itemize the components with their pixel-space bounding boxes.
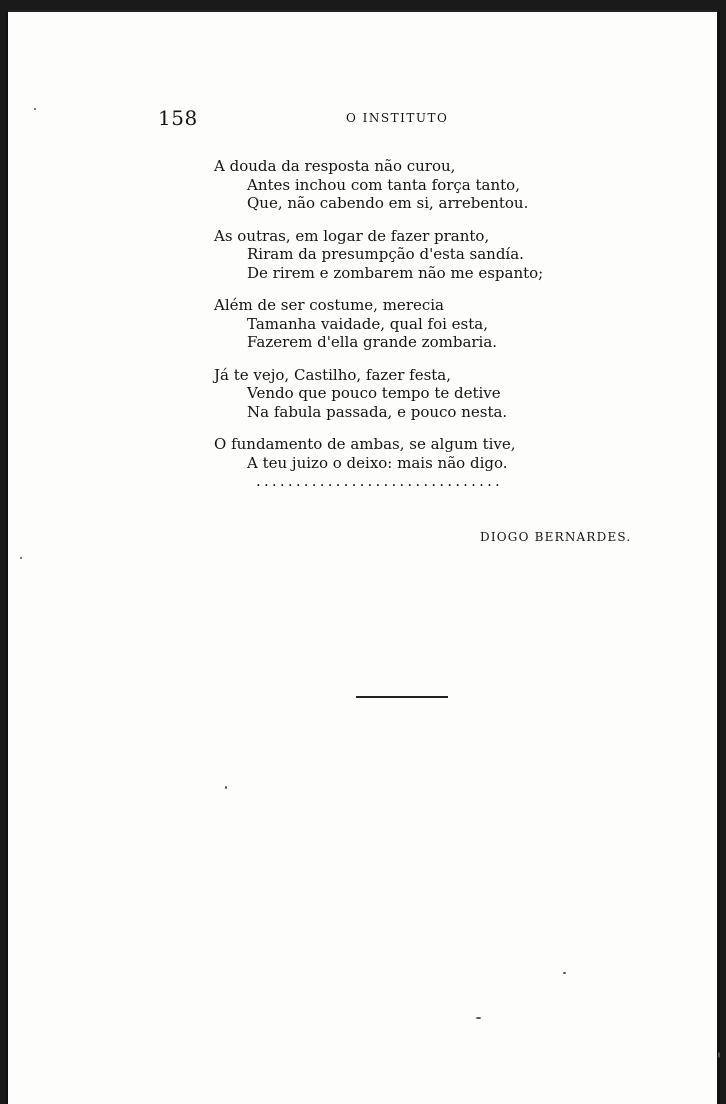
stanza <box>214 157 554 213</box>
stanza <box>214 435 554 490</box>
page-number: 158 <box>158 106 198 130</box>
poem-line: Na fabula passada, e pouco nesta. <box>247 402 508 421</box>
scan-speck <box>563 972 566 974</box>
page-header <box>158 106 458 130</box>
stanza <box>214 296 554 352</box>
book-page <box>6 10 720 1104</box>
author-signature: DIOGO BERNARDES. <box>480 530 632 544</box>
scan-speck <box>20 557 22 559</box>
poem-line: A douda da resposta não curou, <box>214 157 456 175</box>
poem-line: As outras, em logar de fazer pranto, <box>214 226 490 245</box>
poem-line: Já te vejo, Castilho, fazer festa, <box>214 365 452 384</box>
poem-line: Que, não cabendo em si, arrebentou. <box>247 194 529 212</box>
poem-line: De rirem e zombarem não me espanto; <box>247 263 544 282</box>
poem-line: A teu juizo o deixo: mais não digo. <box>247 453 508 472</box>
poem-line: Tamanha vaidade, qual foi esta, <box>247 314 488 333</box>
poem-line: Antes inchou com tanta força tanto, <box>247 175 520 194</box>
poem-line: Vendo que pouco tempo te detive <box>247 384 501 402</box>
poem-line: Além de ser costume, merecia <box>214 296 445 314</box>
stanza <box>214 227 554 283</box>
section-rule <box>356 696 448 698</box>
scan-speck <box>225 786 227 789</box>
stanza <box>214 366 554 422</box>
scan-speck <box>476 1017 481 1019</box>
poem <box>214 157 554 490</box>
running-head: O INSTITUTO <box>346 111 449 125</box>
scan-speck <box>34 108 36 110</box>
poem-line: Fazerem d'ella grande zombaria. <box>247 333 498 351</box>
ellipsis-line: ............................... <box>256 472 504 490</box>
scan-speck <box>718 1052 720 1058</box>
poem-line: Riram da presumpção d'esta sandía. <box>247 245 524 263</box>
poem-line: O fundamento de ambas, se algum tive, <box>214 435 516 453</box>
